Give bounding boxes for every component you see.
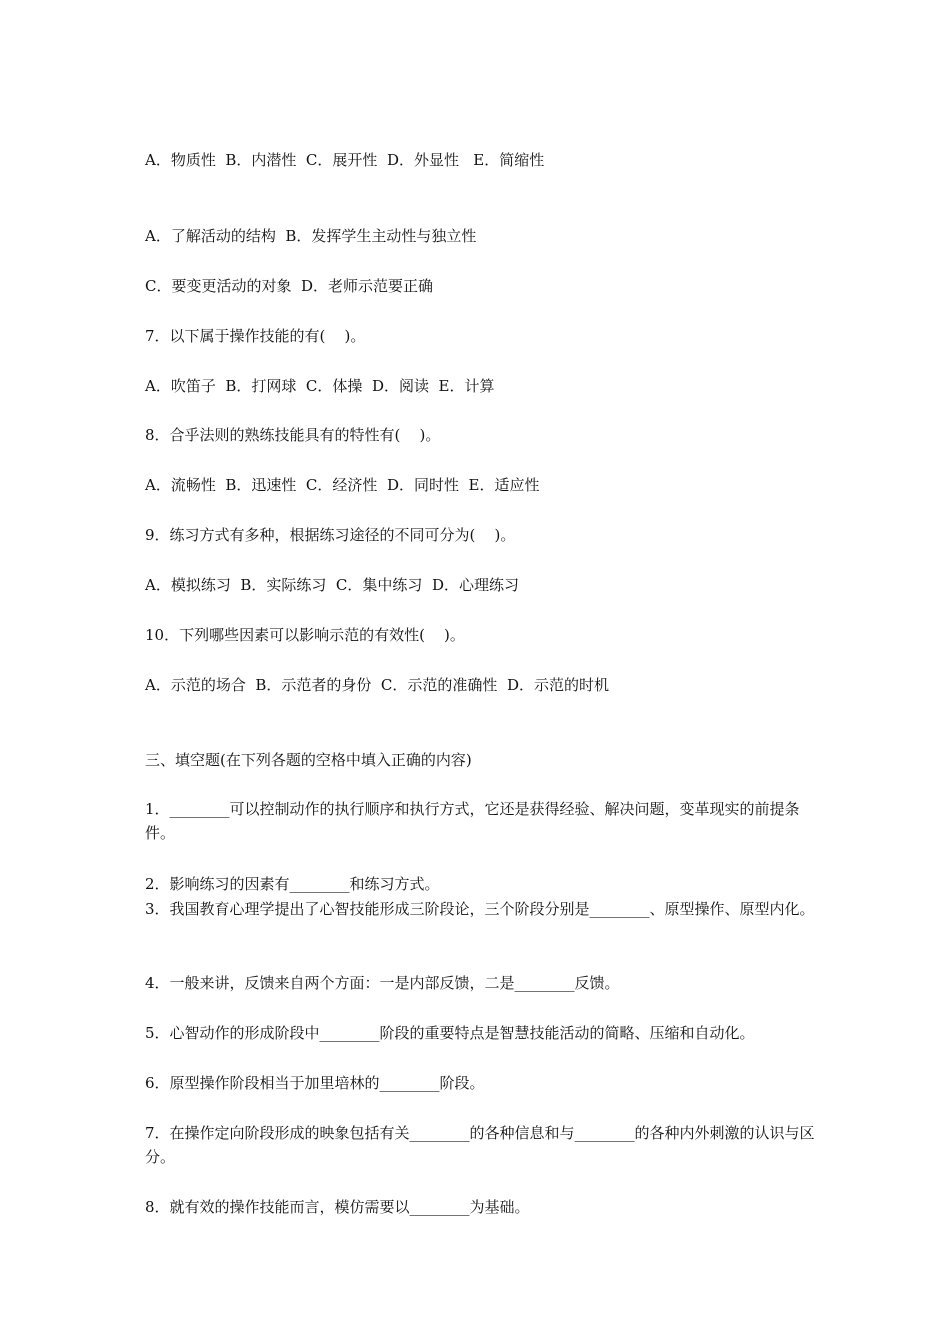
question-9: 9．练习方式有多种，根据练习途径的不同可分为( )。	[145, 526, 516, 544]
question-7: 7．以下属于操作技能的有( )。	[145, 327, 366, 345]
fill-blank-6: 6．原型操作阶段相当于加里培林的________阶段。	[145, 1074, 485, 1092]
fill-blank-1: 1．________可以控制动作的执行顺序和执行方式，它还是获得经验、解决问题，变革现实的前提条件。	[145, 800, 800, 842]
fill-blank-2: 2．影响练习的因素有________和练习方式。	[145, 875, 440, 893]
options-line-1: A．物质性 B．内潜性 C．展开性 D．外显性 E．简缩性	[145, 151, 545, 169]
fill-blank-8: 8．就有效的操作技能而言，模仿需要以________为基础。	[145, 1198, 530, 1216]
fill-blank-5: 5．心智动作的形成阶段中________阶段的重要特点是智慧技能活动的简略、压缩和自动化。	[145, 1024, 755, 1042]
fill-blank-7: 7．在操作定向阶段形成的映象包括有关________的各种信息和与________的各种内外刺激的认识与区分。	[145, 1124, 815, 1166]
section-heading-fill-blank: 三、填空题(在下列各题的空格中填入正确的内容)	[145, 751, 472, 769]
question-10: 10．下列哪些因素可以影响示范的有效性( )。	[145, 626, 465, 644]
fill-blank-4: 4．一般来讲，反馈来自两个方面：一是内部反馈，二是________反馈。	[145, 974, 620, 992]
options-line-3: C．要变更活动的对象 D．老师示范要正确	[145, 277, 434, 295]
options-question-10: A．示范的场合 B．示范者的身份 C．示范的准确性 D．示范的时机	[145, 676, 609, 694]
question-8: 8．合乎法则的熟练技能具有的特性有( )。	[145, 426, 441, 444]
options-question-9: A．模拟练习 B．实际练习 C．集中练习 D．心理练习	[145, 576, 519, 594]
options-question-7: A．吹笛子 B．打网球 C．体操 D．阅读 E．计算	[145, 377, 495, 395]
options-question-8: A．流畅性 B．迅速性 C．经济性 D．同时性 E．适应性	[145, 476, 540, 494]
fill-blank-3: 3．我国教育心理学提出了心智技能形成三阶段论，三个阶段分别是________、原型操作、原型内化。	[145, 900, 815, 918]
options-line-2: A．了解活动的结构 B．发挥学生主动性与独立性	[145, 227, 477, 245]
